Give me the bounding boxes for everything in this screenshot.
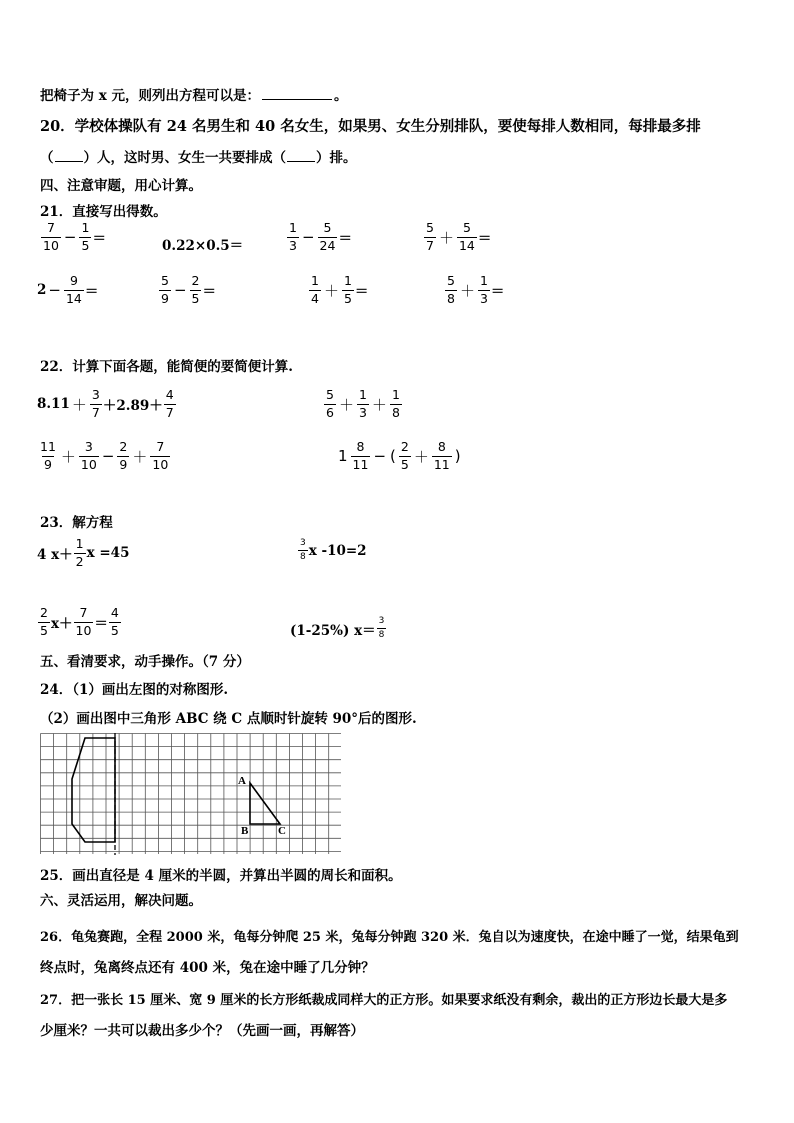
q20-line2 (40, 146, 357, 166)
q20-mid: ）人，这时男、女生一共要排成（ (83, 150, 286, 166)
q25: 25．画出直径是 4 厘米的半圆，并算出半圆的周长和面积。 (40, 868, 402, 884)
fraction: $\frac{3}{8}$ (378, 616, 385, 640)
q20-end: ）排。 (316, 150, 357, 166)
section6-heading: 六、灵活运用，解决问题。 (40, 893, 202, 909)
fraction: $\frac{2}{5}$ (191, 273, 200, 306)
q21-expr-6: $\frac{5}{9}$ − $\frac{2}{5}$ ＝ (161, 273, 216, 306)
q27-line2: 少厘米？一共可以裁出多少个？（先画一画，再解答） (40, 1023, 364, 1039)
q21-expr-1: $\frac{7}{10}$ − $\frac{1}{5}$ ＝ (43, 220, 106, 253)
fraction: $\frac{3}{7}$ (91, 387, 100, 420)
q22-expr-1: 8.11 ＋ $\frac{3}{7}$ ＋2.89＋ $\frac{4}{7}$ (37, 387, 174, 420)
fraction: $\frac{5}{7}$ (426, 220, 434, 253)
fraction: $\frac{3}{10}$ (80, 439, 97, 472)
q21-expr-8: $\frac{5}{8}$ ＋ $\frac{1}{3}$ ＝ (447, 273, 505, 306)
q22-expr-2: $\frac{5}{6}$ ＋ $\frac{1}{3}$ ＋ $\frac{1}{8}$ (326, 387, 400, 420)
q26-line2: 终点时，兔离终点还有 400 米，兔在途中睡了几分钟？ (40, 960, 375, 976)
q22-expr-4: 1 $\frac{8}{11}$ − ( $\frac{2}{5}$ ＋ $\frac{8}{11}$ ) (338, 439, 461, 472)
triangle-abc (250, 783, 280, 824)
fraction: $\frac{1}{3}$ (289, 220, 297, 253)
fraction: $\frac{2}{9}$ (119, 439, 128, 472)
q20-paren-open: （ (40, 150, 54, 166)
fraction: $\frac{3}{8}$ (300, 538, 306, 562)
q26-line1: 26．龟兔赛跑，全程 2000 米，龟每分钟爬 25 米，兔每分钟跑 320 米．兔自以为速度快，在途中睡了一觉，结果龟到 (40, 930, 739, 945)
fraction: $\frac{1}{3}$ (479, 273, 488, 306)
fraction: $\frac{1}{2}$ (75, 536, 84, 569)
q27-line1: 27．把一张长 15 厘米、宽 9 厘米的长方形纸裁成同样大的正方形。如果要求纸没有剩余，裁出的正方形边长最大是多 (40, 993, 728, 1008)
q22-expr-3: $\frac{11}{9}$ ＋ $\frac{3}{10}$ − $\frac{2}{9}$ ＋ $\frac{7}{10}$ (40, 439, 169, 472)
q20-line1: 20．学校体操队有 24 名男生和 40 名女生，如果男、女生分别排队，要使每排人数相同，每排最多排 (40, 118, 701, 135)
q21-expr-7: $\frac{1}{4}$ ＋ $\frac{1}{5}$ ＝ (311, 273, 369, 306)
fraction: $\frac{5}{14}$ (458, 220, 475, 253)
fraction: $\frac{8}{11}$ (433, 439, 450, 472)
label-c: C (278, 825, 286, 837)
fraction: $\frac{1}{3}$ (358, 387, 367, 420)
section4-heading: 四、注意审题，用心计算。 (40, 178, 202, 194)
left-shape (72, 738, 115, 842)
q22-title: 22．计算下面各题，能简便的要简便计算. (40, 359, 293, 375)
fraction: $\frac{4}{7}$ (165, 387, 174, 420)
q19-text: 把椅子为 x 元，则列出方程可以是： (40, 88, 260, 104)
fraction: $\frac{5}{9}$ (161, 273, 169, 306)
section5-heading: 五、看清要求，动手操作。（7 分） (40, 654, 250, 670)
answer-blank[interactable] (55, 149, 83, 162)
fraction: $\frac{1}{8}$ (391, 387, 400, 420)
fraction: $\frac{1}{4}$ (311, 273, 319, 306)
fraction: $\frac{9}{14}$ (65, 273, 82, 306)
q23-eq-3: $\frac{2}{5}$ x＋ $\frac{7}{10}$ ＝ $\frac{4}{5}$ (40, 605, 119, 638)
fraction: $\frac{4}{5}$ (110, 605, 119, 638)
q23-eq-2: $\frac{3}{8}$ x -10=2 (300, 538, 367, 562)
q21-expr-4: $\frac{5}{7}$ ＋ $\frac{5}{14}$ ＝ (426, 220, 492, 253)
fraction: $\frac{7}{10}$ (43, 220, 59, 253)
answer-blank[interactable] (262, 87, 332, 100)
q21-expr-3: $\frac{1}{3}$ − $\frac{5}{24}$ ＝ (289, 220, 352, 253)
fraction: $\frac{1}{5}$ (343, 273, 352, 306)
fraction: $\frac{7}{10}$ (75, 605, 92, 638)
label-a: A (238, 775, 246, 787)
fraction: $\frac{5}{8}$ (447, 273, 455, 306)
q23-eq-4: (1-25%) x＝ $\frac{3}{8}$ (290, 616, 385, 640)
q19-tail (40, 84, 347, 104)
fraction: $\frac{8}{11}$ (352, 439, 369, 472)
q23-title: 23．解方程 (40, 515, 113, 531)
q23-eq-1: 4 x＋ $\frac{1}{2}$ x =45 (37, 536, 130, 569)
fraction: $\frac{1}{5}$ (81, 220, 90, 253)
q24-part1: 24．（1）画出左图的对称图形. (40, 682, 229, 698)
label-b: B (241, 825, 249, 837)
fraction: $\frac{2}{5}$ (40, 605, 48, 638)
q21-title: 21．直接写出得数。 (40, 204, 167, 220)
q21-expr-2: 0.22×0.5＝ (162, 238, 244, 254)
q24-part2: （2）画出图中三角形 ABC 绕 C 点顺时针旋转 90°后的图形. (40, 711, 417, 727)
grid-figure (40, 733, 342, 855)
q21-expr-5: 2 − $\frac{9}{14}$ ＝ (37, 273, 99, 306)
answer-blank[interactable] (287, 149, 315, 162)
fraction: $\frac{5}{24}$ (319, 220, 336, 253)
fraction: $\frac{5}{6}$ (326, 387, 334, 420)
q19-end: 。 (333, 88, 348, 104)
fraction: $\frac{7}{10}$ (152, 439, 169, 472)
fraction: $\frac{2}{5}$ (400, 439, 409, 472)
grid-lines (41, 734, 342, 855)
fraction: $\frac{11}{9}$ (40, 439, 56, 472)
